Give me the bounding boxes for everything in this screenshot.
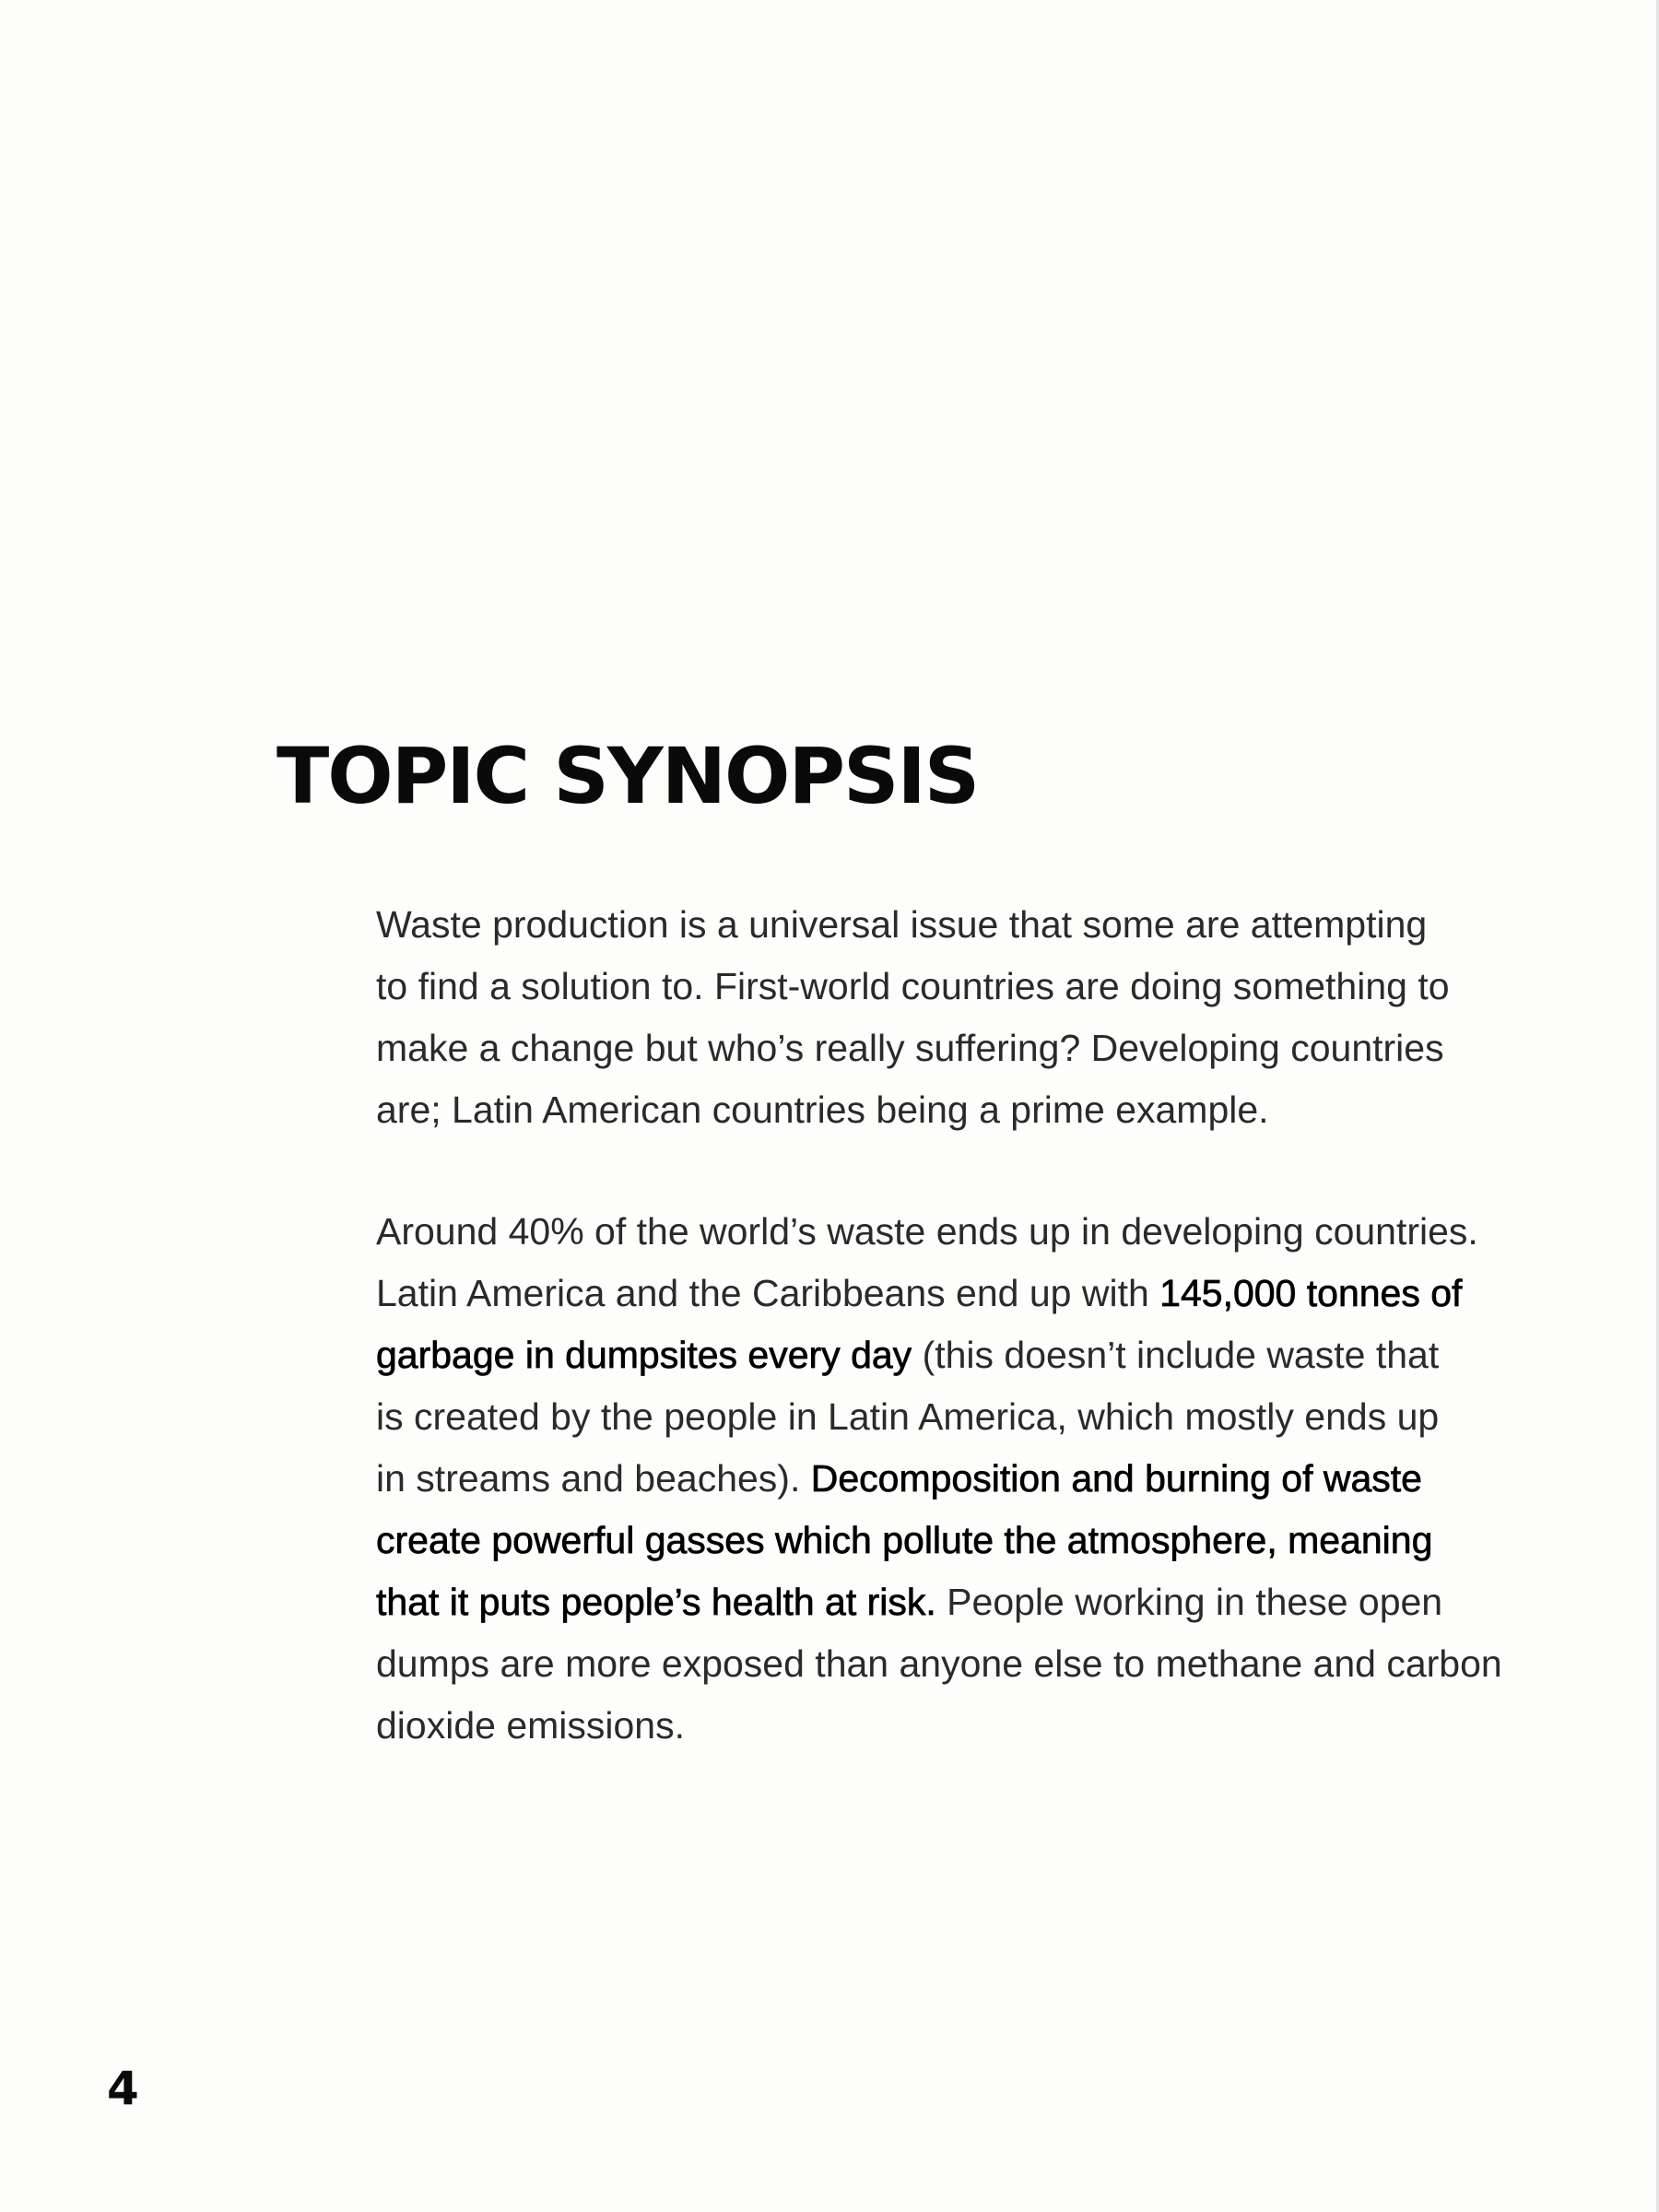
emphasis-text: garbage in dumpsites every day [376,1334,912,1376]
page-number: 4 [107,2062,139,2115]
text-segment: Latin America and the Caribbeans end up with [376,1272,1160,1314]
page-title: TOPIC SYNOPSIS [276,731,979,821]
text-line [376,1263,1574,1324]
emphasis-text: that it puts people’s health at risk. [376,1581,936,1623]
text-line: dioxide emissions. [376,1704,685,1747]
text-line: is created by the people in Latin America, which mostly ends up [376,1395,1440,1438]
text-segment: People working in these open [935,1581,1443,1623]
text-line: are; Latin American countries being a prime example. [376,1088,1269,1131]
text-line [376,1448,1574,1510]
text-line: make a change but who’s really suffering? Developing countries [376,1027,1444,1069]
body-text [376,894,1574,1757]
text-line [376,1571,1574,1633]
text-segment: in streams and beaches). [376,1457,811,1500]
text-line: Waste production is a universal issue that some are attempting [376,903,1428,946]
emphasis-text: Decomposition and burning of waste [810,1457,1422,1500]
emphasis-text: create powerful gasses which pollute the atmosphere, meaning [376,1519,1433,1561]
text-line: to find a solution to. First-world countries are doing something to [376,965,1450,1007]
paragraph-intro [376,894,1574,1141]
text-line [376,1324,1574,1386]
paragraph-statistics [376,1201,1574,1757]
text-segment: (this doesn’t include waste that [912,1334,1440,1376]
text-line: Around 40% of the world’s waste ends up in developing countries. [376,1210,1478,1253]
text-line: dumps are more exposed than anyone else to methane and carbon [376,1642,1502,1685]
emphasis-text: 145,000 tonnes of [1159,1272,1463,1314]
